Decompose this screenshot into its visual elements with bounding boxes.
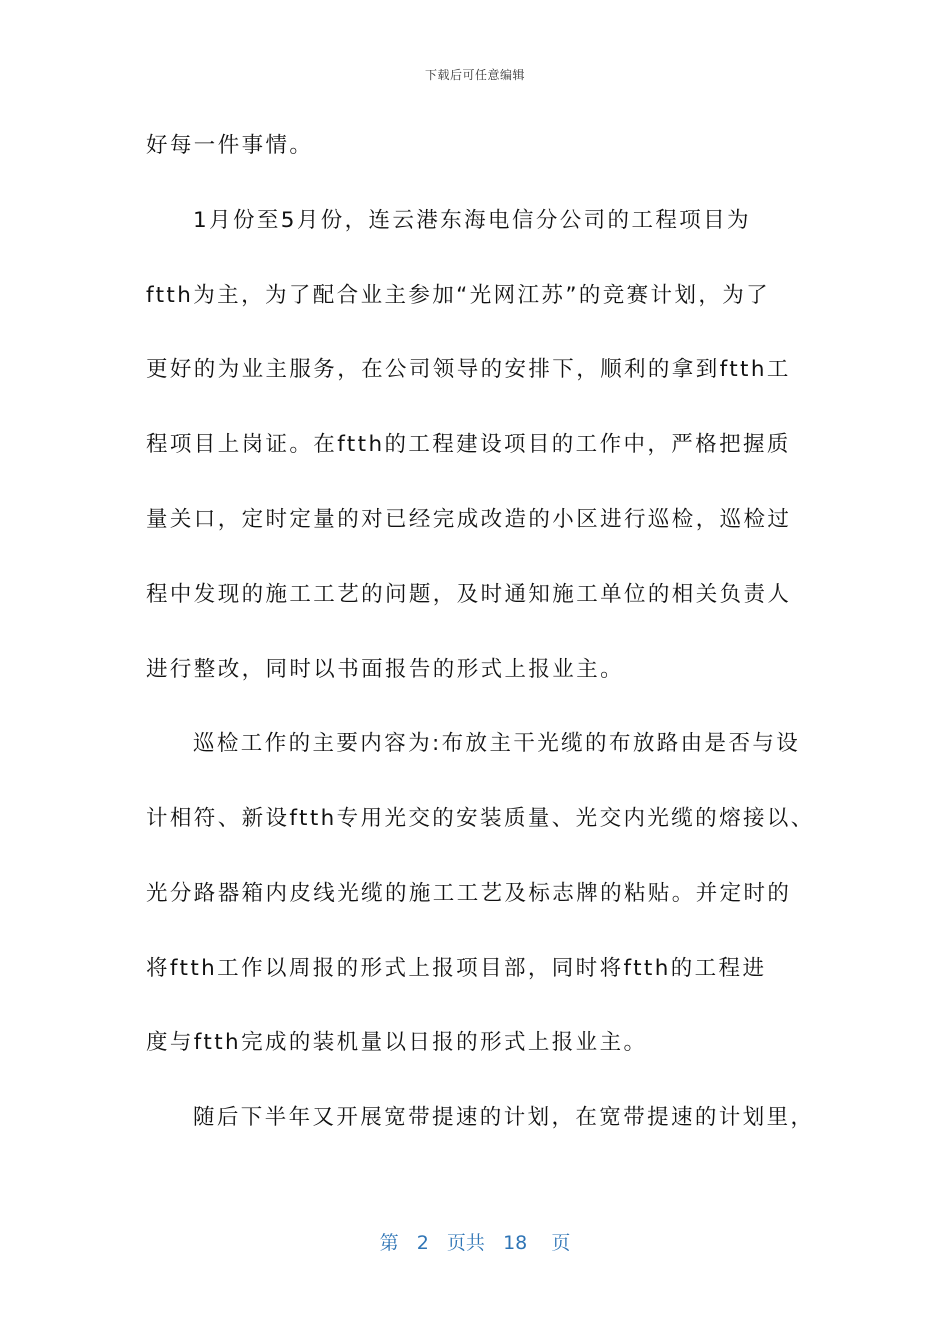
header-text: 下载后可任意编辑 (424, 68, 525, 82)
footer-middle: 页共 (446, 1232, 485, 1254)
page-footer (0, 1228, 950, 1255)
paragraph-first-line: 1月份至5月份，连云港东海电信分公司的工程项目为 (193, 208, 751, 233)
paragraph-first-line: 巡检工作的主要内容为:布放主干光缆的布放路由是否与设 (193, 731, 801, 756)
paragraph-first-line: 随后下半年又开展宽带提速的计划，在宽带提速的计划里， (193, 1105, 815, 1130)
footer-prefix: 第 (379, 1232, 399, 1254)
text-line: 程项目上岗证。在ftth的工程建设项目的工作中，严格把握质 (146, 432, 791, 457)
text-line: 度与ftth完成的装机量以日报的形式上报业主。 (146, 1030, 648, 1055)
footer-current-page: 2 (416, 1232, 429, 1254)
text-line: 光分路器箱内皮线光缆的施工工艺及标志牌的粘贴。并定时的 (146, 881, 792, 906)
footer-suffix: 页 (551, 1232, 571, 1254)
footer-total-pages: 18 (503, 1232, 528, 1254)
text-line: 将ftth工作以周报的形式上报项目部，同时将ftth的工程进 (146, 956, 767, 981)
text-line: 计相符、新设ftth专用光交的安装质量、光交内光缆的熔接以、 (146, 806, 815, 831)
text-line: 程中发现的施工工艺的问题，及时通知施工单位的相关负责人 (146, 582, 792, 607)
text-line: 量关口，定时定量的对已经完成改造的小区进行巡检，巡检过 (146, 507, 792, 532)
text-line: 进行整改，同时以书面报告的形式上报业主。 (146, 657, 625, 682)
text-line: ftth为主，为了配合业主参加“光网江苏”的竞赛计划，为了 (146, 283, 771, 308)
text-line: 更好的为业主服务，在公司领导的安排下，顺利的拿到ftth工 (146, 357, 791, 382)
text-line: 好每一件事情。 (146, 133, 314, 158)
